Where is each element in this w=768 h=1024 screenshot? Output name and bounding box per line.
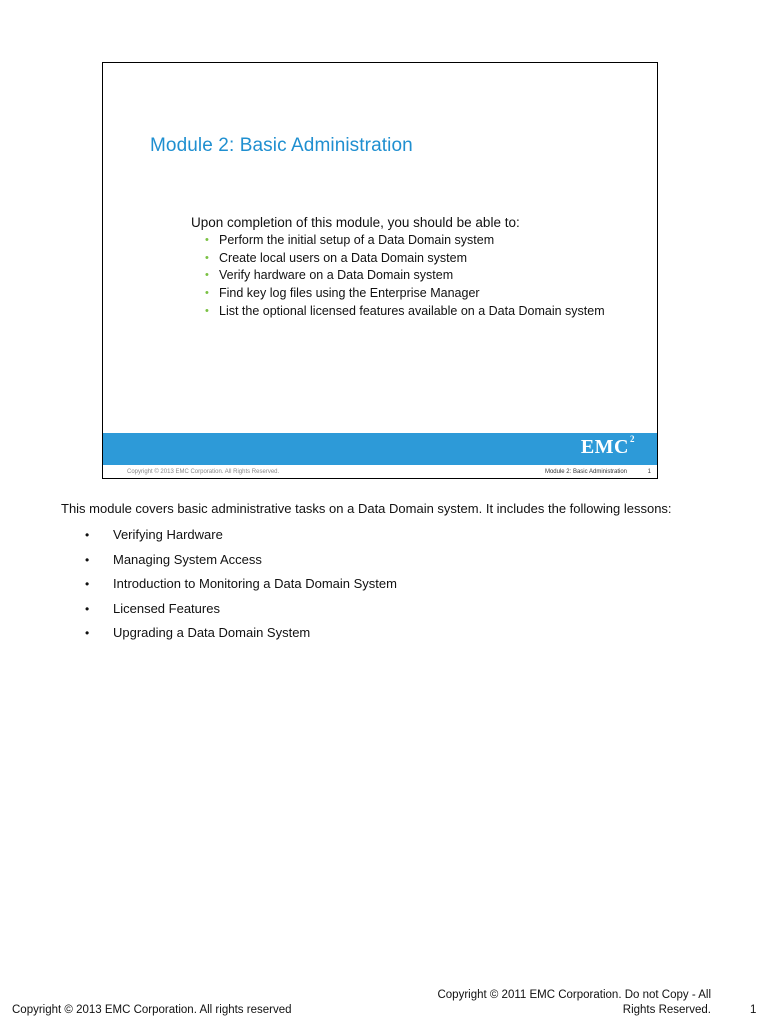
- footer-copyright-right: [405, 988, 711, 1018]
- lesson-item: [61, 523, 701, 548]
- footer-copyright-right-line2: Rights Reserved.: [622, 1004, 711, 1016]
- lesson-text: Introduction to Monitoring a Data Domain System: [113, 576, 397, 591]
- slide-footer-copyright: Copyright © 2013 EMC Corporation. All Rights Reserved.: [127, 469, 280, 475]
- objective-item: [205, 285, 611, 303]
- lesson-text: Licensed Features: [113, 600, 220, 616]
- bullet-icon: •: [85, 626, 90, 640]
- bullet-icon: •: [85, 577, 90, 591]
- module-objectives: [191, 214, 611, 318]
- bullet-icon: •: [85, 528, 90, 542]
- lesson-text: Verifying Hardware: [113, 527, 223, 542]
- notes-section: [61, 499, 701, 646]
- objective-text: List the optional licensed features available on a Data Domain system: [219, 304, 605, 318]
- objective-text: Perform the initial setup of a Data Domain system: [219, 233, 495, 247]
- slide-title: Module 2: Basic Administration: [150, 135, 413, 156]
- bullet-icon: •: [205, 269, 209, 281]
- lesson-text: Upgrading a Data Domain System: [113, 625, 311, 640]
- footer-copyright-right-line1: Copyright © 2011 EMC Corporation. Do not Copy - All: [437, 989, 711, 1001]
- slide-footer: [103, 465, 657, 478]
- footer-copyright-left: Copyright © 2013 EMC Corporation. All rights reserved: [12, 1004, 292, 1016]
- lesson-text: Managing System Access: [113, 551, 262, 567]
- emc-logo: EMC$^2$: [580, 434, 635, 458]
- objective-text: Verify hardware on a Data Domain system: [219, 268, 454, 282]
- slide-footer-module: Module 2: Basic Administration: [544, 469, 627, 475]
- notes-intro: This module covers basic administrative tasks on a Data Domain system. It includes the following lessons:: [61, 501, 672, 516]
- lesson-item: [61, 548, 701, 573]
- bullet-icon: •: [205, 305, 209, 317]
- slide-footer-page: 1: [647, 469, 651, 475]
- bullet-icon: •: [205, 234, 209, 246]
- lesson-item: [61, 621, 701, 646]
- bullet-icon: •: [205, 286, 209, 299]
- objective-text: Create local users on a Data Domain system: [219, 250, 468, 265]
- bullet-icon: •: [205, 251, 209, 264]
- lesson-item: [61, 597, 701, 622]
- objective-item: [205, 250, 611, 268]
- objectives-list: [191, 232, 611, 318]
- slide-thumbnail: [102, 62, 658, 479]
- bullet-icon: •: [85, 552, 90, 567]
- page-number: 1: [750, 1004, 757, 1016]
- bullet-icon: •: [85, 601, 90, 616]
- objective-text: Find key log files using the Enterprise Manager: [219, 285, 480, 300]
- objective-item: [205, 267, 611, 285]
- objective-item: [205, 232, 611, 250]
- lessons-list: [61, 523, 701, 646]
- objective-item: [205, 302, 611, 318]
- slide-banner: [103, 433, 657, 465]
- objectives-intro: Upon completion of this module, you should be able to:: [191, 215, 520, 230]
- lesson-item: [61, 572, 701, 597]
